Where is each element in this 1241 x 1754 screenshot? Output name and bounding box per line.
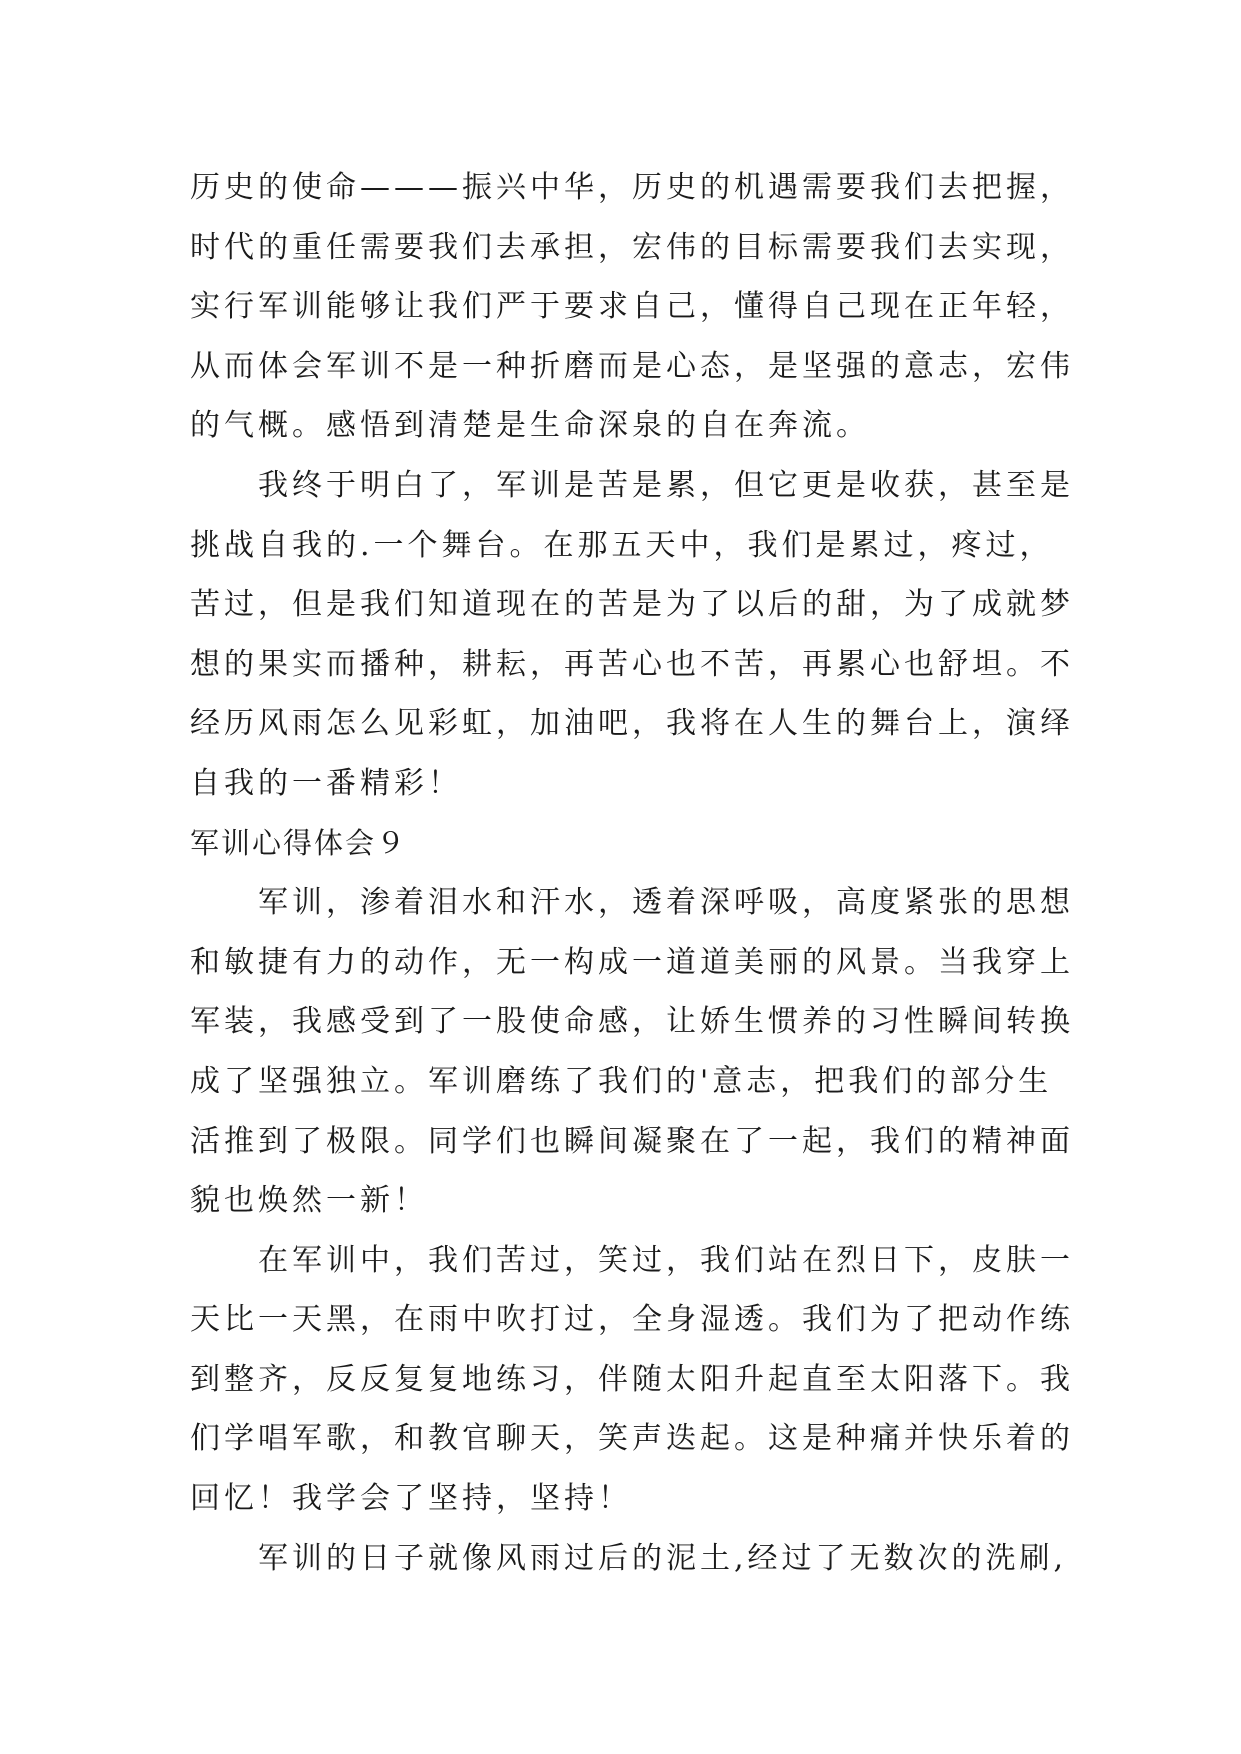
text-line: 军训，渗着泪水和汗水，透着深呼吸，高度紧张的思想 bbox=[190, 885, 1074, 921]
text-line: 挑战自我的.一个舞台。在那五天中，我们是累过，疼过， bbox=[190, 527, 1054, 563]
text-line: 实行军训能够让我们严于要求自己，懂得自己现在正年轻， bbox=[190, 289, 1074, 325]
text-line: 我终于明白了，军训是苦是累，但它更是收获，甚至是 bbox=[190, 467, 1074, 503]
section-heading: 军训心得体会９ bbox=[190, 825, 408, 860]
text-line: 的气概。感悟到清楚是生命深泉的自在奔流。 bbox=[190, 408, 870, 444]
text-line: 在军训中，我们苦过，笑过，我们站在烈日下，皮肤一 bbox=[190, 1242, 1074, 1278]
text-line: 苦过，但是我们知道现在的苦是为了以后的甜，为了成就梦 bbox=[190, 587, 1074, 623]
text-line: 们学唱军歌，和教官聊天，笑声迭起。这是种痛并快乐着的 bbox=[190, 1421, 1074, 1457]
text-line: 回忆！我学会了坚持，坚持！ bbox=[190, 1481, 632, 1517]
text-line: 历史的使命———振兴中华，历史的机遇需要我们去把握， bbox=[190, 170, 1074, 205]
text-line: 时代的重任需要我们去承担，宏伟的目标需要我们去实现， bbox=[190, 229, 1074, 265]
text-line: 活推到了极限。同学们也瞬间凝聚在了一起，我们的精神面 bbox=[190, 1123, 1074, 1159]
document-body bbox=[190, 158, 1074, 1588]
text-line: 貌也焕然一新！ bbox=[190, 1183, 428, 1219]
text-line: 军装，我感受到了一股使命感，让娇生惯养的习性瞬间转换 bbox=[190, 1004, 1074, 1040]
text-line: 自我的一番精彩！ bbox=[190, 765, 462, 801]
text-line: 到整齐，反反复复地练习，伴随太阳升起直至太阳落下。我 bbox=[190, 1361, 1074, 1397]
text-line: 想的果实而播种，耕耘，再苦心也不苦，再累心也舒坦。不 bbox=[190, 646, 1074, 682]
text-line: 天比一天黑，在雨中吹打过，全身湿透。我们为了把动作练 bbox=[190, 1302, 1074, 1338]
text-line: 和敏捷有力的动作，无一构成一道道美丽的风景。当我穿上 bbox=[190, 944, 1074, 980]
text-line: 从而体会军训不是一种折磨而是心态，是坚强的意志，宏伟 bbox=[190, 348, 1074, 384]
text-line: 军训的日子就像风雨过后的泥土,经过了无数次的洗刷, bbox=[190, 1540, 1068, 1576]
text-line: 成了坚强独立。军训磨练了我们的'意志，把我们的部分生 bbox=[190, 1063, 1053, 1099]
text-line: 经历风雨怎么见彩虹，加油吧，我将在人生的舞台上，演绎 bbox=[190, 706, 1074, 742]
